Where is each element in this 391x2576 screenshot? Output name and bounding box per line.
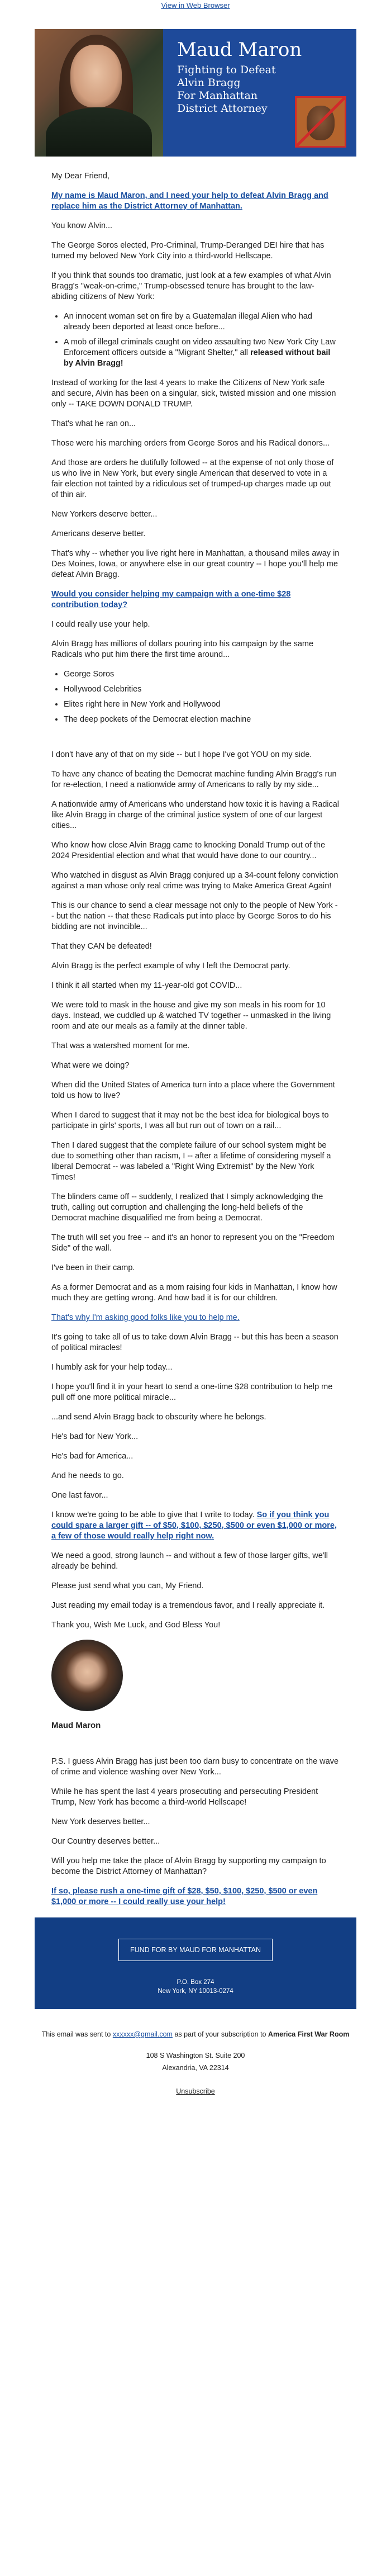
fund-button[interactable]: FUND FOR BY MAUD FOR MANHATTAN: [118, 1939, 273, 1961]
mailing-address: P.O. Box 274 New York, NY 10013-0274: [158, 1979, 233, 1995]
unsubscribe-link[interactable]: Unsubscribe: [176, 2087, 215, 2095]
lead-link[interactable]: My name is Maud Maron, and I need your help to defeat Alvin Bragg and replace him as the District Attorney of Manhattan.: [51, 191, 328, 211]
hero-name: Maud Maron: [177, 39, 302, 61]
list-item: • Hollywood Celebrities: [64, 684, 340, 695]
larger-gift-link[interactable]: So if you think you could spare a larger gift -- of $50, $100, $250, $500 or even $1,000 or more, a few of those would really help right now.: [51, 1510, 337, 1541]
opponent-photo: [295, 96, 346, 148]
signature-name: Maud Maron: [51, 1721, 101, 1730]
list-item: • A mob of illegal criminals caught on video assaulting two New York City Law Enforcement officers outside a "Migrant Shelter," all released without bail by Alvin Bragg!: [64, 337, 340, 369]
donor-list: [51, 669, 340, 725]
list-item: • George Soros: [64, 669, 340, 680]
list-item: • An innocent woman set on fire by a Guatemalan illegal Alien who had already been deported at least once before...: [64, 311, 340, 333]
email-footer: This email was sent to xxxxxx@gmail.com as part of your subscription to America First War Room 108 S Washington St. Suite 200 Alexandria, VA 22314 Unsubscribe: [41, 2030, 350, 2095]
letter-body: My Dear Friend, My name is Maud Maron, and I need your help to defeat Alvin Bragg and replace him as the District Attorney of Manhattan. You know Alvin... The George Soros elected, Pro-Criminal, Trump-Deranged DEI hire that has turned my beloved New York City into a third-world Hellscape. If you think that sounds too dramatic, just look at a few examples of what Alvin Bragg's "weak-on-crime," Trump-obsessed tenure has brought to the law-abiding citizens of New York: • An innocent woman set on fire by a Guatemalan illegal Alien who had already been deported at least once before... • A mob of illegal criminals caught on video assaulting two New York City Law Enforcement officers outside a "Migrant Shelter," all released without bail by Alvin Bragg! Instead of working for the last 4 years to make the Citizens of New York safe and secure, Alvin has been on a singular, sick, twisted mission and one mission only -- TAKE DOWN DONALD TRUMP. That's what he ran on... Those were his marching orders from George Soros and his Radical donors... And those are orders he dutifully followed -- at the expense of not only those of us who live in New York, but every single American that deserved to vote in a fair election not tainted by a ridiculous set of trumped-up charges made up out of thin air. New Yorkers deserve better... Americans deserve better. That's why -- whether you live right here in Manhattan, a thousand miles away in Des Moines, Iowa, or anywhere else in our great country -- I hope you'll help me defeat Alvin Bragg. Would you consider helping my campaign with a one-time $28 contribution today? I could really use your help. Alvin Bragg has millions of dollars pouring into his campaign by the same Radicals who put him there the first time around... • George Soros • Hollywood Celebrities • Elites right here in New York and Hollywood • The deep pockets of the Democrat election machine I don't have any of that on my side -- but I hope I've got YOU on my side. To have any chance of beating the Democrat machine funding Alvin Bragg's run for re-election, I need a nationwide army of Americans to rally by my side... A nationwide army of Americans who understand how toxic it is having a Radical like Alvin Bragg in charge of the criminal justice system of one of our largest cities... Who know how close Alvin Bragg came to knocking Donald Trump out of the 2024 Presidential election and what that would have done to our country... Who watched in disgust as Alvin Bragg conjured up a 34-count felony conviction against a man whose only real crime was trying to Make America Great Again! This is our chance to send a clear message not only to the people of New York -- but the nation -- that these Radicals put into place by George Soros to do his bidding are not invincible... That they CAN be defeated! Alvin Bragg is the perfect example of why I left the Democrat party. I think it all started when my 11-year-old got COVID... We were told to mask in the house and give my son meals in his room for 10 days. Instead, we cuddled up & watched TV together -- unmasked in the living room and ate our meals as a family at the dinner table. That was a watershed moment for me. What were we doing? When did the United States of America turn into a place where the Government told us how to live? When I dared to suggest that it may not be the best idea for biological boys to participate in girls' sports, I was all but run out of town on a rail... Then I dared suggest that the complete failure of our school system might be due to something other than racism, I -- after a lifetime of considering myself a liberal Democrat -- was labeled a "Right Wing Extremist" by the New York Times! The blinders came off -- suddenly, I realized that I simply acknowledging the truth, calling out corruption and challenging the long-held beliefs of the Democrat machine disqualified me from being a Democrat. The truth will set you free -- and it's an honor to represent you on the "Freedom Side" of the wall. I've been in their camp. As a former Democrat and as a mom raising four kids in Manhattan, I know how much they are getting wrong. And how bad it is for our children. That's why I'm asking good folks like you to help me. It's going to take all of us to take down Alvin Bragg -- but this has been a season of political miracles! I humbly ask for your help today... I hope you'll find it in your heart to send a one-time $28 contribution to help me pull off one more political miracle... ...and send Alvin Bragg back to obscurity where he belongs. He's bad for New York... He's bad for America... And he needs to go. One last favor... I know we're going to be able to give that I write to today. So if you think you could spare a larger gift -- of $50, $100, $250, $500 or even $1,000 or more, a few of those would really help right now. We need a good, strong launch -- and without a few of those larger gifts, we'll already be behind. Please just send what you can, My Friend. Just reading my email today is a tremendous favor, and I really appreciate it. Thank you, Wish Me Luck, and God Bless You! Maud Maron P.S. I guess Alvin Bragg has just been too darn busy to concentrate on the wave of crime and violence washing over New York... While he has spent the last 4 years prosecuting and persecuting President Trump, New York has become a third-world Hellscape! New York deserves better... Our Country deserves better... Will you help me take the place of Alvin Bragg by supporting my campaign to become the District Attorney of Manhattan? If so, please rush a one-time gift of $28, $50, $100, $250, $500 or even $1,000 or more -- I could really use your help!: [35, 157, 356, 1907]
hero-tagline: Fighting to Defeat Alvin Bragg For Manhattan District Attorney: [177, 64, 276, 115]
donate-28-link[interactable]: Would you consider helping my campaign with a one-time $28 contribution today?: [51, 590, 291, 609]
greeting: My Dear Friend,: [51, 172, 109, 181]
prohibited-icon: [297, 98, 345, 146]
crime-examples-list: [51, 311, 340, 369]
recipient-email[interactable]: xxxxxx@gmail.com: [112, 2030, 173, 2038]
help-me-link[interactable]: That's why I'm asking good folks like you to help me.: [51, 1313, 240, 1322]
candidate-photo: [35, 29, 163, 157]
email-container: [35, 29, 356, 2009]
ps-donate-link[interactable]: If so, please rush a one-time gift of $28, $50, $100, $250, $500 or even $1,000 or more -- I could really use your help!: [51, 1887, 318, 1906]
top-bar: [0, 0, 391, 13]
hero-banner: [35, 29, 356, 157]
list-item: • Elites right here in New York and Hollywood: [64, 699, 340, 710]
signature-avatar: [51, 1640, 123, 1711]
list-item: • The deep pockets of the Democrat election machine: [64, 714, 340, 725]
view-in-browser-link[interactable]: View in Web Browser: [161, 1, 230, 10]
footer-box: [35, 1917, 356, 2009]
